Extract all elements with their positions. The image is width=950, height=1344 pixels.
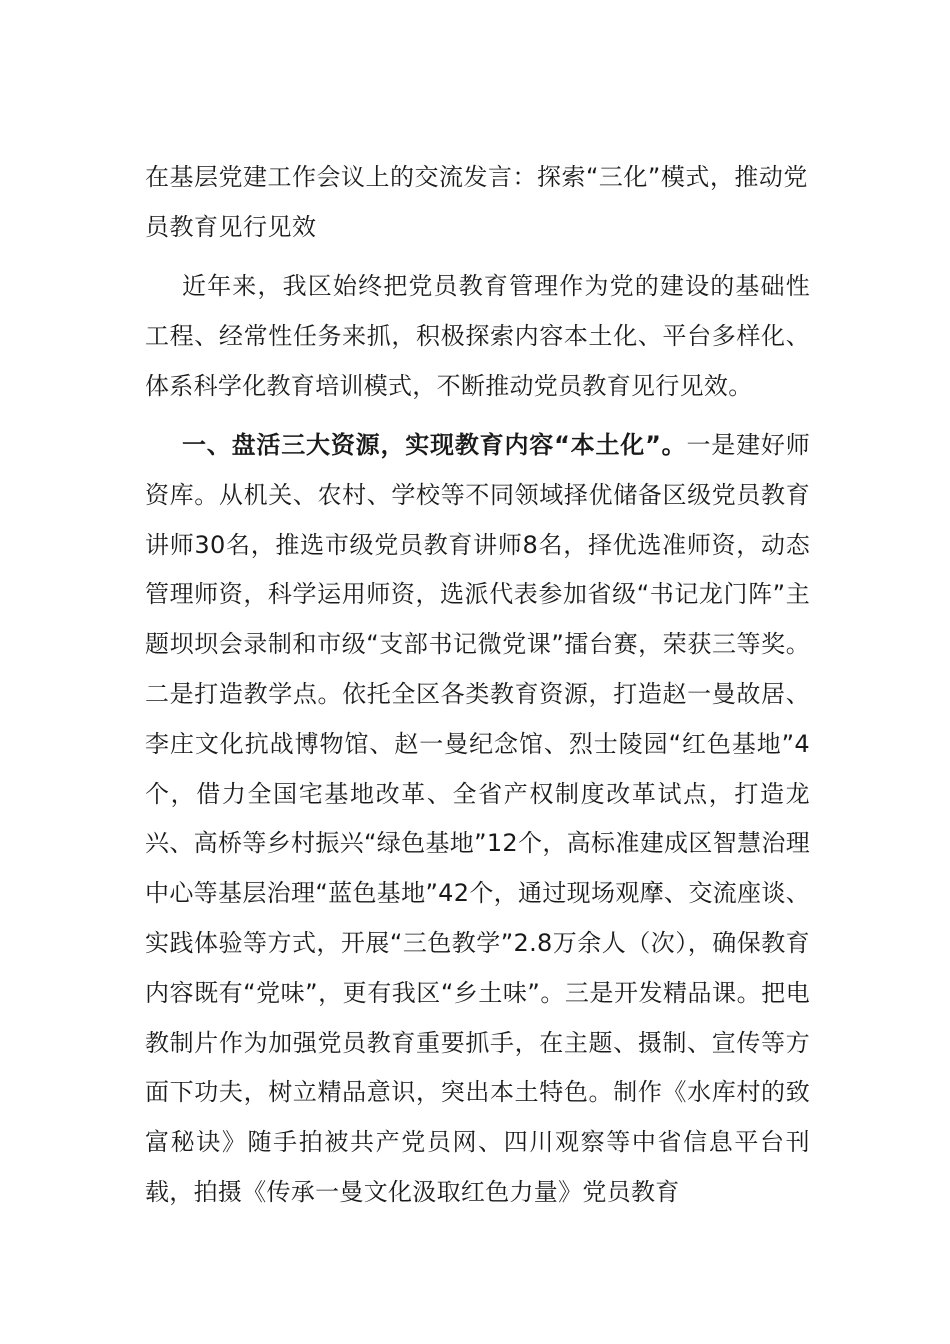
- section-1-heading: 一、盘活三大资源，实现教育内容“本土化”。: [182, 431, 687, 459]
- intro-paragraph: 近年来，我区始终把党员教育管理作为党的建设的基础性工程、经常性任务来抓，积极探索内容本土化、平台多样化、体系科学化教育培训模式，不断推动党员教育见行见效。: [145, 272, 810, 400]
- document-title: 在基层党建工作会议上的交流发言：探索“三化”模式，推动党员教育见行见效: [145, 163, 808, 241]
- section-1-paragraph: [145, 421, 810, 1218]
- section-1-body: 一是建好师资库。从机关、农村、学校等不同领域择优储备区级党员教育讲师30名，推选市级党员教育讲师8名，择优选准师资，动态管理师资，科学运用师资，选派代表参加省级“书记龙门阵”主题坝坝会录制和市级“支部书记微党课”擂台赛，荣获三等奖。二是打造教学点。依托全区各类教育资源，打造赵一曼故居、李庄文化抗战博物馆、赵一曼纪念馆、烈士陵园“红色基地”4个，借力全国宅基地改革、全省产权制度改革试点，打造龙兴、高桥等乡村振兴“绿色基地”12个，高标准建成区智慧治理中心等基层治理“蓝色基地”42个，通过现场观摩、交流座谈、实践体验等方式，开展“三色教学”2.8万余人（次），确保教育内容既有“党味”，更有我区“乡土味”。三是开发精品课。把电教制片作为加强党员教育重要抓手，在主题、摄制、宣传等方面下功夫，树立精品意识，突出本土特色。制作《水库村的致富秘诀》随手拍被共产党员网、四川观察等中省信息平台刊载，拍摄《传承一曼文化汲取红色力量》党员教育: [145, 431, 810, 1206]
